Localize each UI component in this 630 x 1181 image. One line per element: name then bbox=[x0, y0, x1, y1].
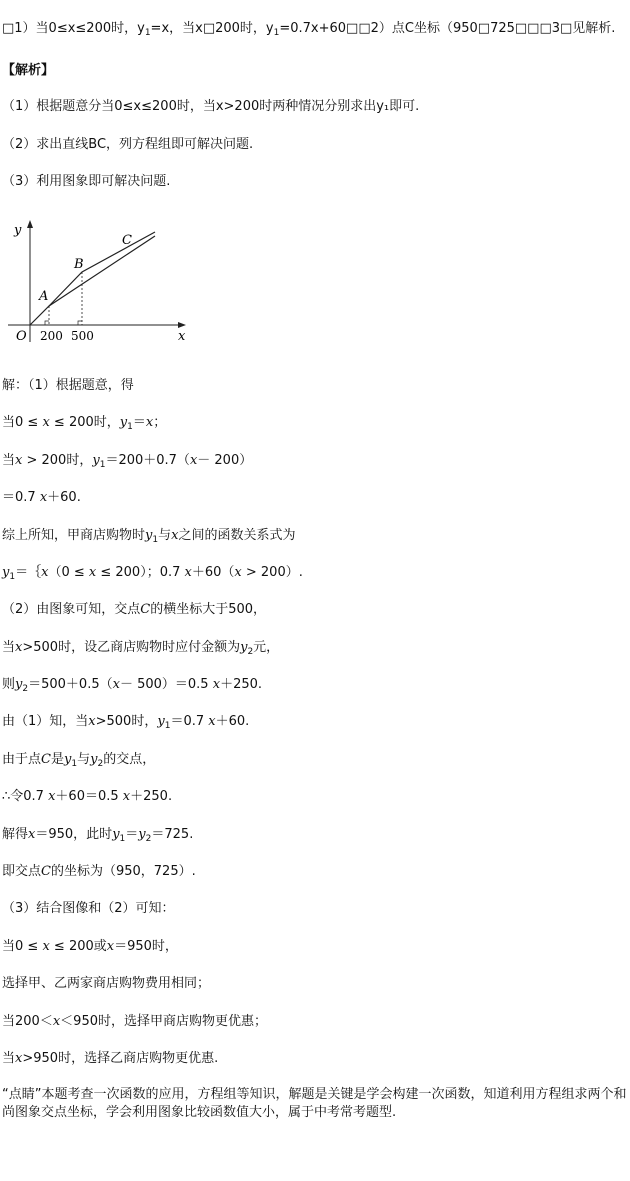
text: >500时， bbox=[95, 714, 158, 729]
text: ≤ 200时， bbox=[49, 415, 120, 430]
solution-line-3 bbox=[2, 452, 252, 470]
solution-line-11 bbox=[2, 751, 155, 769]
text: ＜950时，选择甲商店购物更优惠； bbox=[60, 1014, 267, 1029]
var-y: y bbox=[145, 528, 153, 543]
text: ≤ 200）；0.7 bbox=[96, 565, 185, 580]
text: 由（1）知，当 bbox=[2, 714, 89, 729]
var-x: x bbox=[88, 565, 97, 580]
solution-line-19 bbox=[2, 1050, 218, 1068]
key-point-summary: “点睛”本题考查一次函数的应用，方程组等知识，解题是关键是学会构建一次函数，知道利用方程组求两个和尚图象交点坐标，学会利用图象比较函数值大小，属于中考常考题型. bbox=[2, 1087, 627, 1120]
answer-text: =0.7x+60□□2）点C坐标（950□725□□□3□见解析. bbox=[279, 21, 616, 36]
subscript: 1 bbox=[144, 28, 151, 38]
text: >500时，设乙商店购物时应付金额为 bbox=[22, 640, 241, 655]
text: 综上所知，甲商店购物时 bbox=[2, 528, 146, 543]
solution-line-10 bbox=[2, 713, 249, 731]
text: ＋60. bbox=[215, 714, 250, 729]
solution-line-17: 选择甲、乙两家商店购物费用相同； bbox=[2, 976, 211, 991]
point-c: C bbox=[140, 602, 151, 617]
subscript: 1 bbox=[71, 759, 78, 769]
var-y: y bbox=[138, 827, 146, 842]
var-y: y bbox=[92, 453, 100, 468]
text: 即交点 bbox=[2, 864, 42, 879]
right-angle-mark-500 bbox=[78, 321, 82, 325]
var-x: x bbox=[15, 640, 23, 655]
right-angle-mark-200 bbox=[45, 321, 49, 325]
origin-label: O bbox=[16, 329, 27, 344]
text: ＋60（ bbox=[191, 565, 235, 580]
var-x: x bbox=[184, 565, 192, 580]
text: > 200时， bbox=[22, 453, 93, 468]
text: ＋250. bbox=[220, 677, 263, 692]
var-x: x bbox=[145, 415, 154, 430]
var-y: y bbox=[157, 714, 165, 729]
point-c: C bbox=[41, 864, 51, 879]
var-x: x bbox=[234, 565, 242, 580]
solution-line-7 bbox=[2, 601, 266, 619]
text: ＝0.7 bbox=[170, 714, 209, 729]
var-x: x bbox=[15, 453, 23, 468]
tick-label-500: 500 bbox=[71, 329, 94, 343]
solution-line-4 bbox=[2, 489, 81, 507]
var-x: x bbox=[41, 565, 49, 580]
var-y: y bbox=[240, 640, 248, 655]
solution-line-14 bbox=[2, 863, 196, 881]
text: ； bbox=[153, 415, 167, 430]
text: ＝0.7 bbox=[2, 490, 40, 505]
solution-line-18 bbox=[2, 1013, 267, 1031]
analysis-heading: 【解析】 bbox=[2, 63, 55, 78]
solution-line-8 bbox=[2, 639, 279, 657]
answer-text: =x，当x□200时，y bbox=[150, 21, 274, 36]
text: > 200）. bbox=[241, 565, 303, 580]
var-y: y bbox=[2, 565, 10, 580]
text: 的坐标为（950，725）. bbox=[50, 864, 196, 879]
solution-line-1: 解：（1）根据题意，得 bbox=[2, 378, 134, 393]
subscript: 1 bbox=[152, 535, 159, 545]
var-x: x bbox=[212, 677, 221, 692]
subscript: 1 bbox=[119, 834, 126, 844]
text: － 500）＝0.5 bbox=[119, 677, 213, 692]
text: ＝950时， bbox=[114, 939, 178, 954]
var-x: x bbox=[52, 1014, 61, 1029]
var-x: x bbox=[189, 453, 198, 468]
text: ＋60. bbox=[47, 490, 81, 505]
text: （0 ≤ bbox=[48, 565, 89, 580]
var-y: y bbox=[90, 752, 98, 767]
solution-line-13 bbox=[2, 826, 193, 844]
solution-line-12 bbox=[2, 788, 172, 806]
hint-1: （1）根据题意分当0≤x≤200时，当x>200时两种情况分别求出y₁即可. bbox=[2, 99, 420, 114]
var-x: x bbox=[28, 827, 36, 842]
solution-line-6 bbox=[2, 564, 303, 582]
tick-label-200: 200 bbox=[40, 329, 63, 343]
subscript: 2 bbox=[145, 834, 152, 844]
text: 与 bbox=[158, 528, 172, 543]
var-x: x bbox=[42, 939, 50, 954]
text: 则 bbox=[2, 677, 16, 692]
hint-2: （2）求出直线BC，列方程组即可解决问题. bbox=[2, 137, 254, 152]
text: ＝725. bbox=[151, 827, 194, 842]
x-axis-label: x bbox=[178, 329, 186, 344]
text: （2）由图象可知，交点 bbox=[2, 602, 141, 617]
var-x: x bbox=[42, 415, 50, 430]
text: － 200） bbox=[197, 453, 253, 468]
text: 是 bbox=[50, 752, 64, 767]
subscript: 1 bbox=[273, 28, 280, 38]
var-x: x bbox=[106, 939, 115, 954]
text: ＝ bbox=[132, 415, 146, 430]
var-x: x bbox=[39, 490, 48, 505]
text: ＋60＝0.5 bbox=[55, 789, 123, 804]
solution-line-9 bbox=[2, 676, 262, 694]
text: ＝200＋0.7（ bbox=[105, 453, 190, 468]
text: ＋250. bbox=[130, 789, 173, 804]
solution-line-16 bbox=[2, 938, 178, 956]
text: 当 bbox=[2, 1051, 16, 1066]
var-x: x bbox=[112, 677, 120, 692]
y-axis-arrow bbox=[27, 220, 33, 228]
text: >950时，选择乙商店购物更优惠. bbox=[22, 1051, 219, 1066]
text: 的横坐标大于500， bbox=[150, 602, 267, 617]
text: 当 bbox=[2, 453, 16, 468]
text: 的交点， bbox=[103, 752, 156, 767]
text: ∴令0.7 bbox=[2, 789, 49, 804]
text: 解得 bbox=[2, 827, 29, 842]
text: ＝｛ bbox=[15, 565, 42, 580]
text: ＝500＋0.5（ bbox=[28, 677, 113, 692]
x-axis-arrow bbox=[178, 322, 186, 328]
point-c: C bbox=[41, 752, 51, 767]
text: 当200＜ bbox=[2, 1014, 53, 1029]
answer-text: □1）当0≤x≤200时，y bbox=[2, 21, 145, 36]
text: 当0 ≤ bbox=[2, 939, 43, 954]
var-y: y bbox=[112, 827, 120, 842]
var-x: x bbox=[208, 714, 216, 729]
text: ＝ bbox=[125, 827, 139, 842]
point-c-label: C bbox=[122, 233, 132, 248]
subscript: 1 bbox=[127, 422, 133, 432]
text: 之间的函数关系式为 bbox=[178, 528, 296, 543]
solution-line-2 bbox=[2, 414, 166, 432]
subscript: 1 bbox=[9, 572, 16, 582]
var-x: x bbox=[171, 528, 179, 543]
var-y: y bbox=[119, 415, 128, 430]
text: 当 bbox=[2, 640, 16, 655]
subscript: 2 bbox=[22, 684, 29, 694]
text: ＝950，此时 bbox=[35, 827, 113, 842]
var-y: y bbox=[15, 677, 23, 692]
var-y: y bbox=[63, 752, 72, 767]
subscript: 1 bbox=[164, 721, 171, 731]
function-graph-figure bbox=[0, 214, 200, 350]
subscript: 1 bbox=[99, 460, 106, 470]
point-a-label: A bbox=[39, 289, 49, 304]
var-x: x bbox=[48, 789, 56, 804]
hint-3: （3）利用图象即可解决问题. bbox=[2, 174, 171, 189]
var-x: x bbox=[122, 789, 131, 804]
solution-line-5 bbox=[2, 527, 295, 545]
point-b-label: B bbox=[74, 257, 84, 272]
subscript: 2 bbox=[247, 647, 254, 657]
answer-line bbox=[2, 20, 615, 38]
subscript: 2 bbox=[97, 759, 104, 769]
var-x: x bbox=[88, 714, 96, 729]
text: 元， bbox=[253, 640, 280, 655]
text: 与 bbox=[77, 752, 91, 767]
text: ≤ 200或 bbox=[49, 939, 107, 954]
text: 由于点 bbox=[2, 752, 42, 767]
solution-line-15: （3）结合图像和（2）可知： bbox=[2, 901, 175, 916]
var-x: x bbox=[15, 1051, 23, 1066]
y-axis-label: y bbox=[14, 223, 22, 238]
text: 当0 ≤ bbox=[2, 415, 43, 430]
